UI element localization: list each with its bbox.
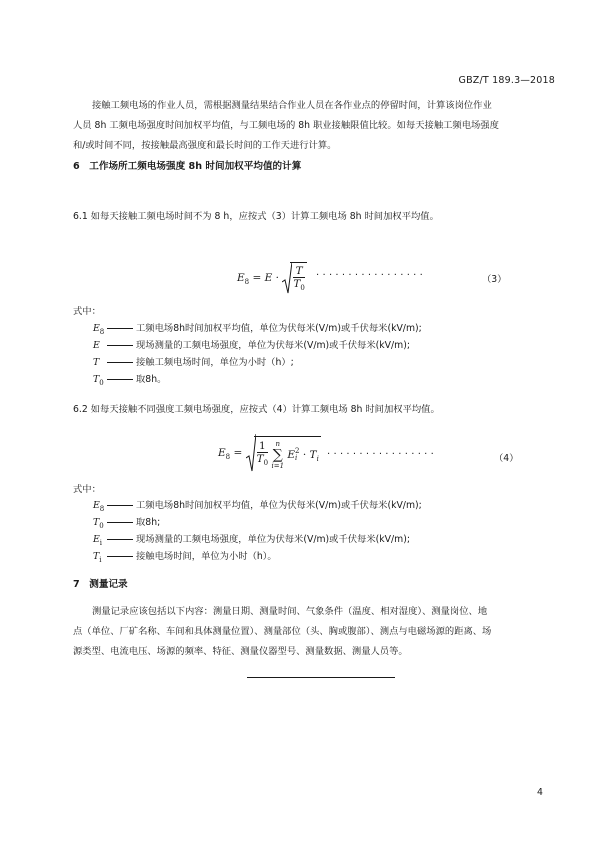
variable-list-2 (93, 497, 422, 565)
variable-row: $T_0$ 取8h。 (93, 374, 167, 387)
fraction-1-over-T0: $\frac{1}{T_0}$ (256, 440, 269, 468)
variable-row: $E_8$ 工频电场8h时间加权平均值，单位为伏每米(V/m)或千伏每米(kV/m); (93, 500, 422, 513)
page-number: 4 (537, 787, 543, 798)
section-7-paragraph (73, 602, 553, 662)
variable-row: $E_8$ 工频电场8h时间加权平均值，单位为伏每米(V/m)或千伏每米(kV/m); (93, 323, 422, 336)
formula-4-number: （4） (494, 453, 519, 464)
formula-3-number: （3） (482, 274, 507, 285)
where-label: 式中： (73, 484, 101, 495)
summation-symbol: n ∑ i=1 (271, 440, 285, 470)
paragraph-line: 点（单位、厂矿名称、车间和具体测量位置）、测量部位（头、胸或腹部）、测点与电磁场源的距离、场 (73, 626, 492, 637)
end-rule (247, 677, 395, 678)
where-label: 式中： (73, 306, 101, 317)
clause-6-2: 6.2 如每天接触不同强度工频电场强度，应按式（4）计算工频电场 8h 时间加权平均值。 (73, 404, 440, 415)
paragraph-line: 测量记录应该包括以下内容：测量日期、测量时间、气象条件（温度、相对湿度）、测量岗位、地 (92, 606, 488, 617)
fraction-T-over-T0: $\frac{T}{T_0}$ (293, 265, 305, 293)
section-7-heading: 7 测量记录 (73, 579, 128, 590)
variable-row: $T_0$ 取8h; (93, 517, 161, 530)
intro-line: 人员 8h 工频电场强度时间加权平均值，与工频电场的 8h 职业接触限值比较。如每天接触工频电场强度 (73, 120, 499, 131)
section-6-heading: 6 工作场所工频电场强度 8h 时间加权平均值的计算 (73, 161, 302, 172)
variable-row: E 现场测量的工频电场强度，单位为伏每米(V/m)或千伏每米(kV/m); (93, 340, 410, 351)
intro-paragraph (73, 96, 553, 156)
variable-row: $E_i$ 现场测量的工频电场强度，单位为伏每米(V/m)或千伏每米(kV/m); (93, 534, 410, 547)
formula-4-leader: ················· (327, 449, 438, 460)
intro-line: 和/或时间不同，按接触最高强度和最长时间的工作天进行计算。 (73, 140, 337, 151)
formula-3-lhs: E (237, 272, 245, 285)
formula-3: $E_8 = E$ · $\frac{T}{T_0}$ (237, 262, 307, 294)
clause-6-1: 6.1 如每天接触工频电场时间不为 8 h，应按式（3）计算工频电场 8h 时间加权平均值。 (73, 211, 439, 222)
standard-number: GBZ/T 189.3—2018 (458, 75, 555, 86)
variable-row: T 接触工频电场时间，单位为小时（h）; (93, 357, 294, 368)
variable-list-1 (93, 320, 422, 388)
formula-4: $E_8$ = $\frac{1}{T_0}$ n ∑ i=1 E 2 i · $T_i$ (218, 434, 321, 472)
formula-3-leader: ················· (316, 270, 427, 281)
intro-line: 接触工频电场的作业人员，需根据测量结果结合作业人员在各作业点的停留时间，计算该岗位作业 (92, 100, 492, 111)
paragraph-line: 源类型、电流电压、场源的频率、特征、测量仪器型号、测量数据、测量人员等。 (73, 646, 408, 657)
variable-row: $T_i$ 接触电场时间，单位为小时（h）。 (93, 551, 277, 564)
